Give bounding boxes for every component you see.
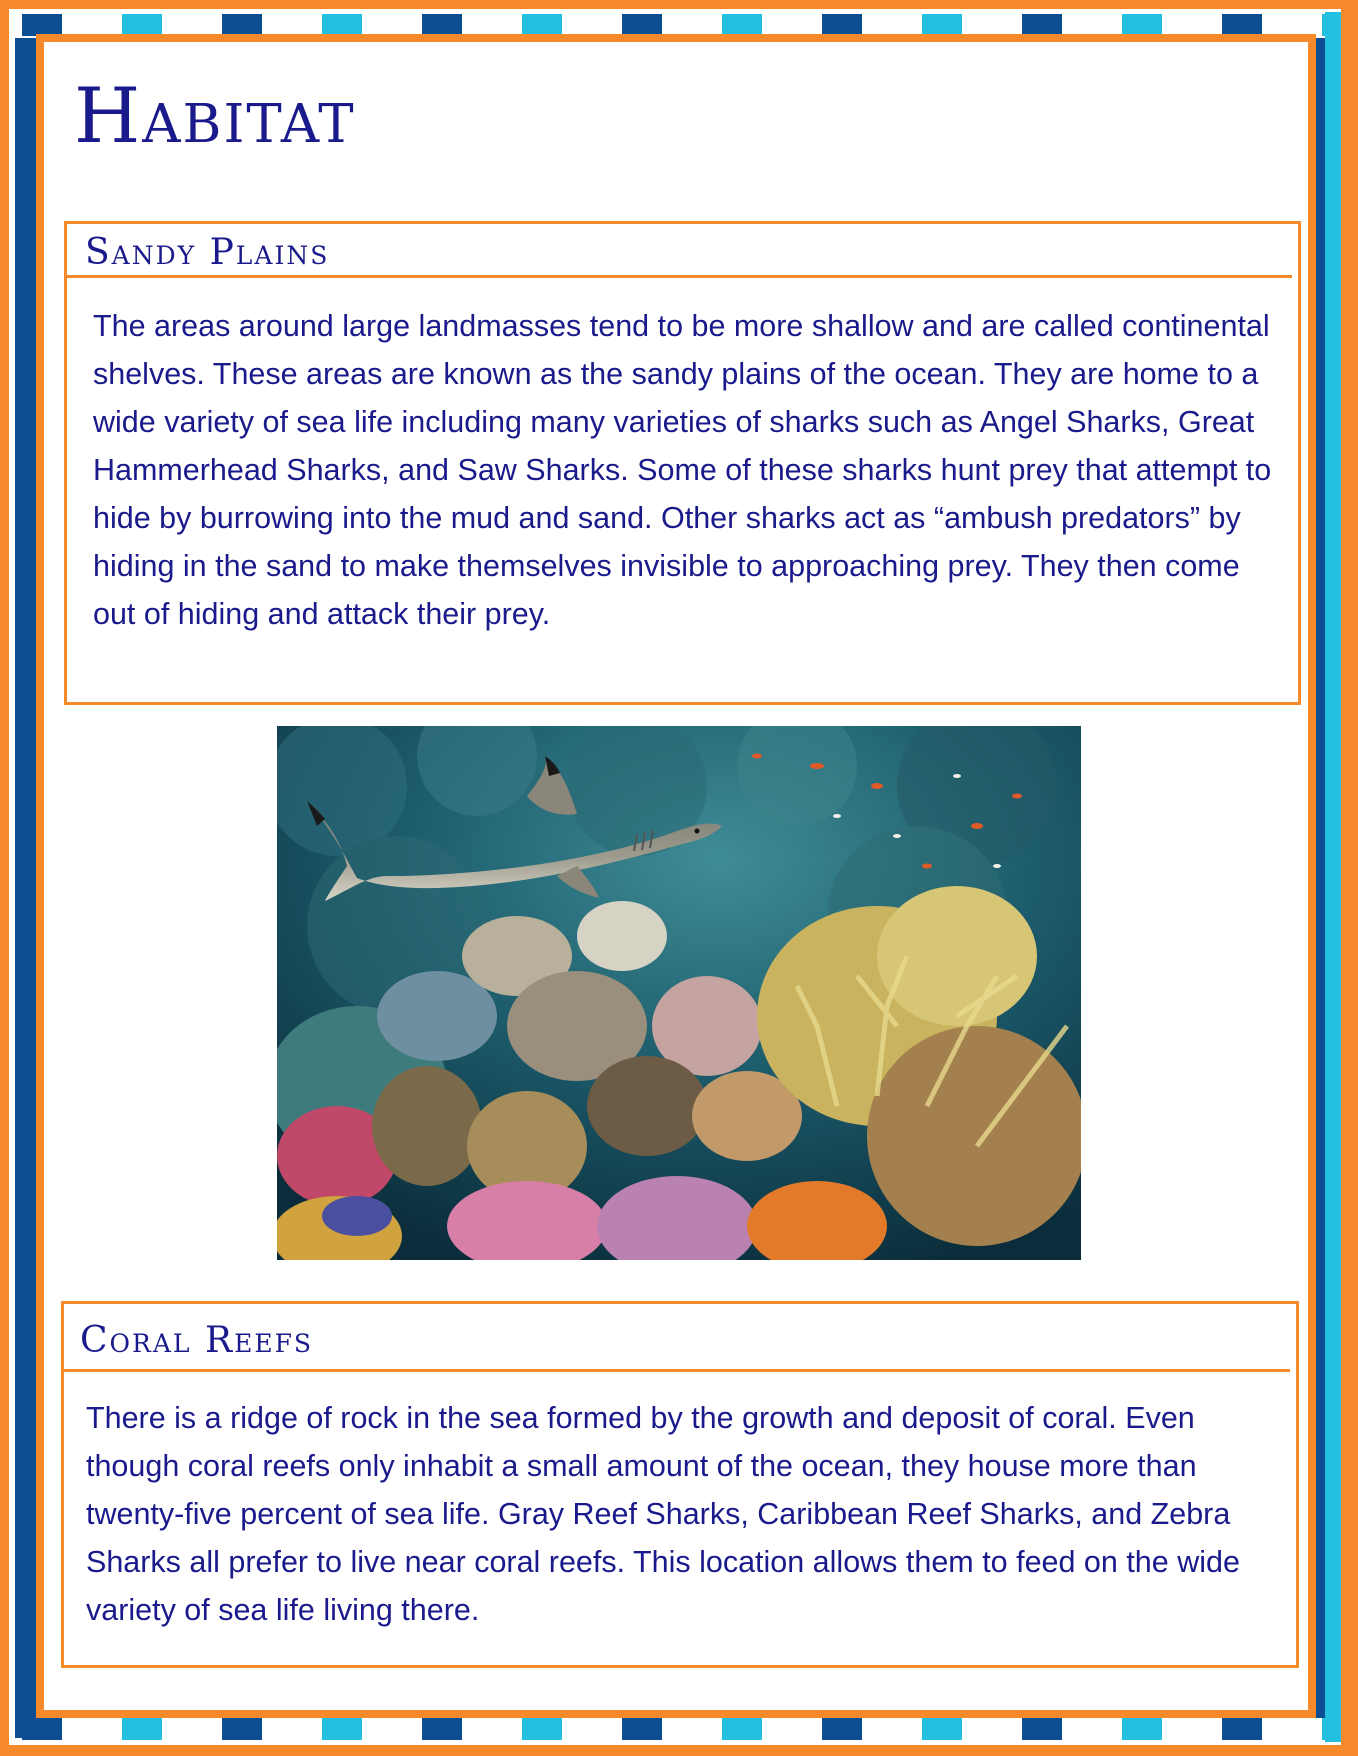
top-stripe-border <box>22 14 1336 36</box>
right-stripe-border-dark <box>1315 38 1325 1718</box>
section-heading: Coral Reefs <box>64 1304 1290 1372</box>
photo-illustration <box>277 726 1081 1260</box>
bottom-stripe-border <box>22 1718 1336 1740</box>
section-sandy-plains <box>64 221 1301 705</box>
page-title: Habitat <box>74 71 356 160</box>
right-stripe-border-light <box>1325 12 1341 1742</box>
shark-coral-reef-photo <box>277 726 1081 1260</box>
section-coral-reefs <box>61 1301 1299 1668</box>
section-text: The areas around large landmasses tend to be more shallow and are called continental shelves. These areas are known as the sandy plains of the ocean. They are home to a wide variety of sea life including many varieties of sharks such as Angel Sharks, Great Hammerhead Sharks, and Saw Sharks. Some of these sharks hunt prey that attempt to hide by burrowing into the mud and sand. Other sharks act as “ambush predators” by hiding in the sand to make themselves invisible to approaching prey. They then come out of hiding and attack their prey. <box>93 309 1272 631</box>
left-stripe-border <box>15 38 36 1738</box>
section-heading: Sandy Plains <box>67 224 1292 278</box>
section-text: There is a ridge of rock in the sea formed by the growth and deposit of coral. Even though coral reefs only inhabit a small amount of the ocean, they house more than twenty-five percent of sea life. Gray Reef Sharks, Caribbean Reef Sharks, and Zebra Sharks all prefer to live near coral reefs. This location allows them to feed on the wide variety of sea life living there. <box>86 1401 1240 1627</box>
